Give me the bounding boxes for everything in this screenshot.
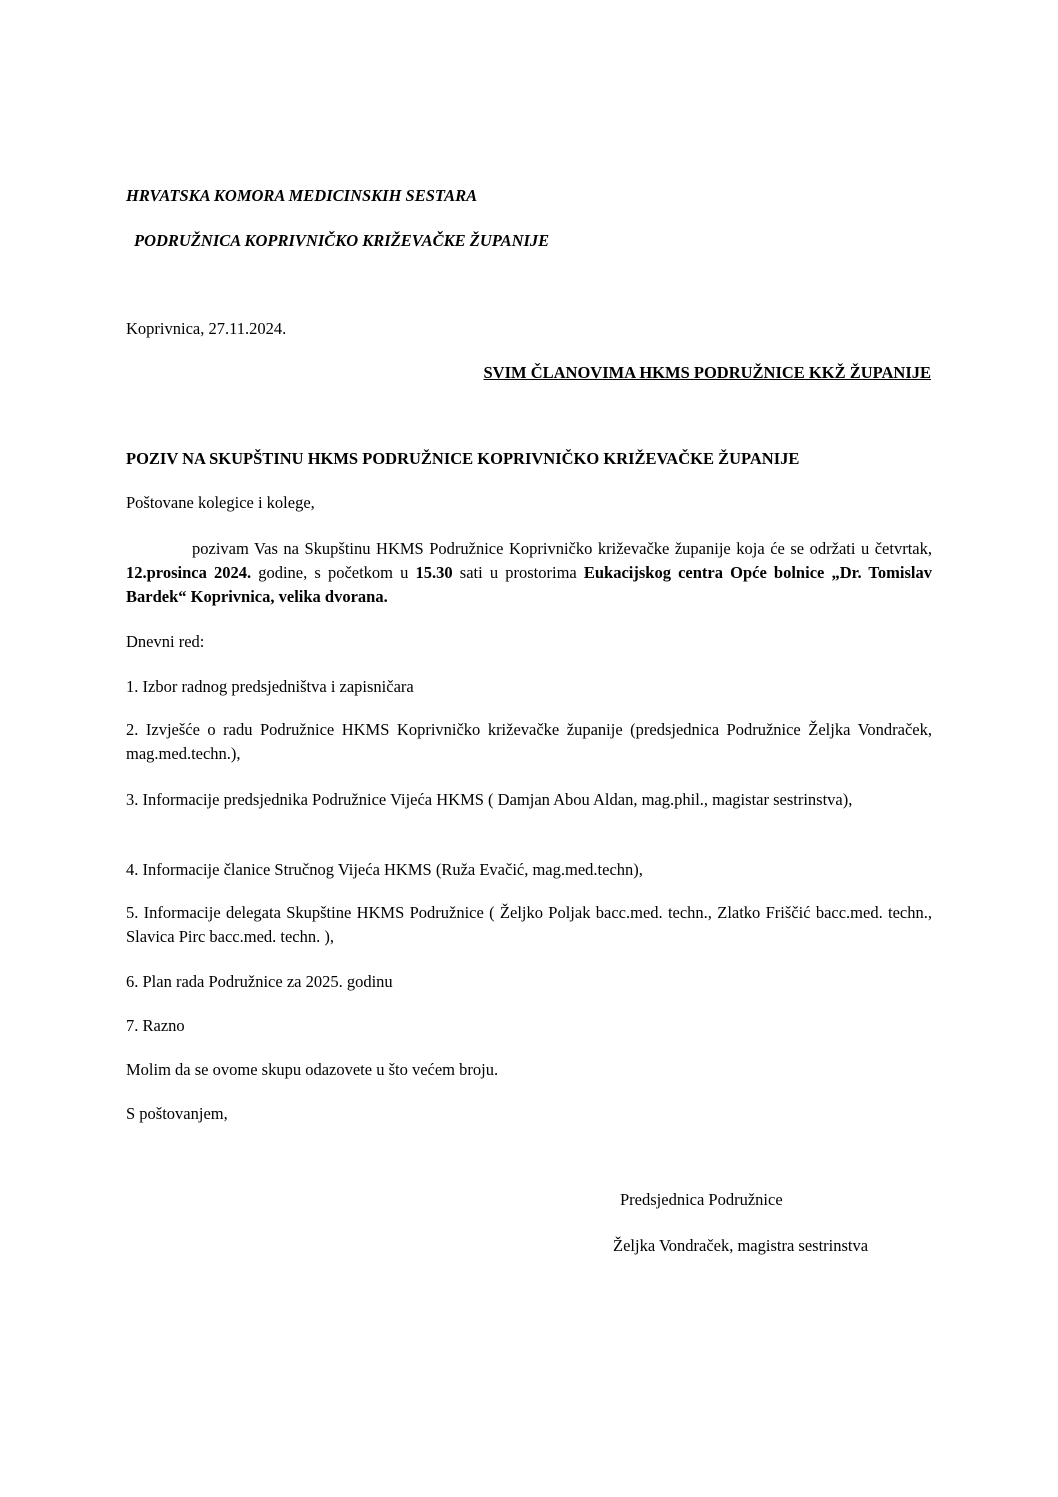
signature-role: Predsjednica Podružnice	[620, 1190, 783, 1209]
closing-salutation: S poštovanjem,	[126, 1104, 228, 1123]
intro-text-1: pozivam Vas na Skupštinu HKMS Podružnice Koprivničko križevačke županije koja će se održati u četvrtak,	[192, 539, 932, 558]
agenda-item: 7. Razno	[126, 1016, 185, 1035]
agenda-item: 1. Izbor radnog predsjedništva i zapisničara	[126, 677, 414, 696]
meeting-time: 15.30	[415, 563, 453, 582]
agenda-item: 2. Izvješće o radu Podružnice HKMS Koprivničko križevačke županije (predsjednica Podružnice Željka Vondraček, mag.med.techn.),	[126, 720, 932, 763]
recipient-line: SVIM ČLANOVIMA HKMS PODRUŽNICE KKŽ ŽUPANIJE	[483, 363, 931, 382]
greeting: Poštovane kolegice i kolege,	[126, 493, 315, 512]
intro-text-3: sati u prostorima	[452, 563, 584, 582]
agenda-item: 5. Informacije delegata Skupštine HKMS Podružnice ( Željko Poljak bacc.med. techn., Zlatko Friščić bacc.med. techn., Slavica Pirc bacc.med. techn. ),	[126, 903, 932, 946]
agenda-item: 3. Informacije predsjednika Podružnice Vijeća HKMS ( Damjan Abou Aldan, mag.phil., magistar sestrinstva),	[126, 790, 853, 809]
meeting-venue: Eukacijskog centra Opće bolnice „Dr. Tomislav Bardek“ Koprivnica, velika dvorana.	[126, 563, 932, 606]
agenda-item: 6. Plan rada Podružnice za 2025. godinu	[126, 972, 393, 991]
agenda-label: Dnevni red:	[126, 632, 205, 651]
header-organization: HRVATSKA KOMORA MEDICINSKIH SESTARA	[126, 186, 478, 205]
header-branch: PODRUŽNICA KOPRIVNIČKO KRIŽEVAČKE ŽUPANIJE	[134, 231, 550, 250]
meeting-date: 12.prosinca 2024.	[126, 563, 252, 582]
agenda-item: 4. Informacije članice Stručnog Vijeća HKMS (Ruža Evačić, mag.med.techn),	[126, 860, 643, 879]
signature-name: Željka Vondraček, magistra sestrinstva	[613, 1236, 869, 1255]
document-title: POZIV NA SKUPŠTINU HKMS PODRUŽNICE KOPRIVNIČKO KRIŽEVAČKE ŽUPANIJE	[126, 449, 800, 468]
closing-request: Molim da se ovome skupu odazovete u što većem broju.	[126, 1060, 499, 1079]
intro-paragraph	[126, 537, 932, 609]
intro-text-2: godine, s početkom u	[251, 563, 416, 582]
place-date: Koprivnica, 27.11.2024.	[126, 319, 287, 338]
